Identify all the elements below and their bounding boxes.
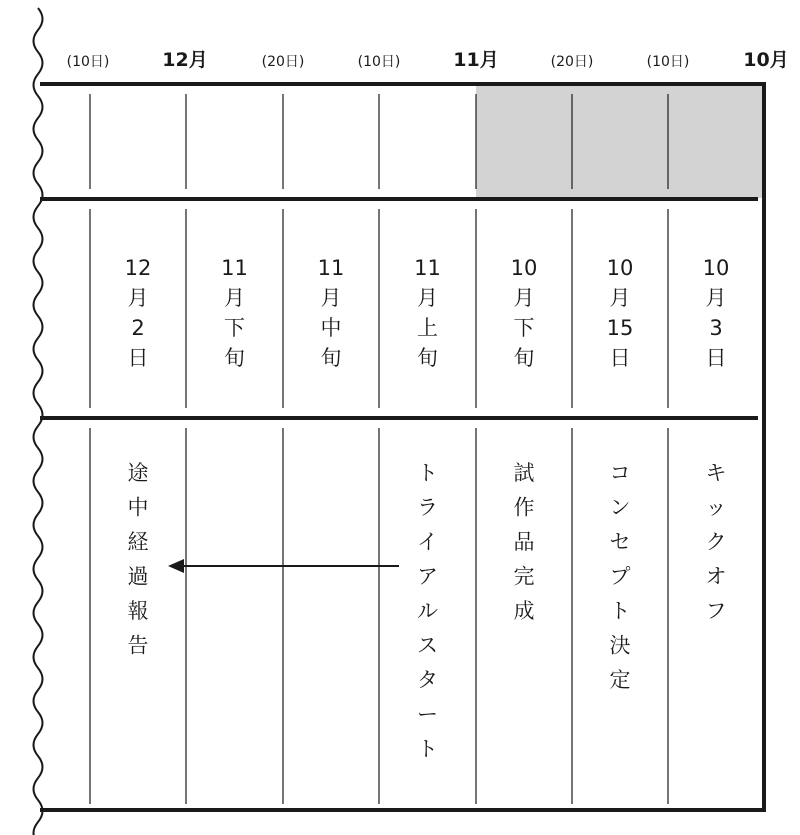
event-char: タ <box>417 668 438 692</box>
progress-cell-shaded <box>668 85 764 198</box>
date-char: 12 <box>124 256 152 280</box>
event-char: 成 <box>513 599 535 623</box>
date-char: 旬 <box>417 346 438 370</box>
date-char: 日 <box>609 346 631 370</box>
torn-edge-left <box>34 8 43 835</box>
event-char: ッ <box>705 495 727 520</box>
progress-shade-group <box>476 85 764 198</box>
date-char: 中 <box>320 316 342 340</box>
date-char: 月 <box>417 286 438 310</box>
event-char: ト <box>609 599 631 623</box>
event-char: 報 <box>127 599 149 623</box>
date-char: 旬 <box>513 346 535 370</box>
month-label: 11月 <box>453 49 499 71</box>
event-char: ー <box>417 702 438 727</box>
date-char: 月 <box>705 286 727 310</box>
event-char: ル <box>417 599 438 623</box>
date-char: 月 <box>127 286 149 310</box>
event-row <box>128 461 727 761</box>
date-char: 11 <box>317 256 345 280</box>
event-char: セ <box>609 530 631 554</box>
date-char: 日 <box>705 346 727 370</box>
month-label: 10月 <box>743 49 789 71</box>
day-marker-label: (10日) <box>646 54 690 70</box>
day-marker-label: (10日) <box>66 54 110 70</box>
day-marker-label: (20日) <box>261 54 305 70</box>
date-char: 旬 <box>320 346 342 370</box>
event-char: 過 <box>127 564 149 589</box>
event-char: キ <box>705 461 727 485</box>
date-char: 月 <box>609 286 631 310</box>
event-char: オ <box>705 564 727 589</box>
date-char: 10 <box>702 256 730 280</box>
date-char: 日 <box>127 346 149 370</box>
date-char: 10 <box>606 256 634 280</box>
date-char: 月 <box>224 286 245 310</box>
event-char: コ <box>609 461 631 485</box>
event-char: 経 <box>127 530 149 554</box>
event-char: 作 <box>513 495 535 520</box>
event-char: 品 <box>513 530 535 554</box>
event-char: 決 <box>609 633 631 658</box>
event-char: 途 <box>127 461 149 485</box>
date-char: 下 <box>224 316 245 340</box>
day-marker-label: (20日) <box>550 54 594 70</box>
event-char: 告 <box>127 633 149 658</box>
wavy-edge <box>34 8 43 835</box>
date-char: 旬 <box>224 346 245 370</box>
date-char: 月 <box>513 286 535 310</box>
date-char: 11 <box>221 256 248 280</box>
date-char: 上 <box>417 316 438 340</box>
timeline-header <box>67 49 789 71</box>
event-char: ン <box>609 495 631 520</box>
event-char: ト <box>417 737 438 761</box>
day-marker-label: (10日) <box>357 54 401 70</box>
date-char: 3 <box>709 316 723 340</box>
event-char: フ <box>705 599 727 623</box>
date-char: 15 <box>606 316 634 340</box>
date-char: 10 <box>510 256 538 280</box>
month-label: 12月 <box>162 49 208 71</box>
event-char: 定 <box>609 668 631 692</box>
progress-cell-shaded <box>572 85 668 198</box>
event-char: 完 <box>513 564 535 589</box>
event-char: ク <box>705 530 727 554</box>
event-char: ス <box>417 633 438 658</box>
event-char: イ <box>417 530 438 554</box>
event-char: ラ <box>417 495 438 520</box>
event-char: 試 <box>513 461 535 485</box>
date-char: 下 <box>513 316 535 340</box>
date-row <box>125 256 730 370</box>
event-char: ア <box>417 564 438 589</box>
date-char: 2 <box>131 316 145 340</box>
date-char: 月 <box>320 286 342 310</box>
progress-cell-shaded <box>476 85 572 198</box>
event-char: プ <box>609 564 631 589</box>
event-char: 中 <box>127 495 149 520</box>
event-char: ト <box>417 461 438 485</box>
arrow-head <box>168 559 184 573</box>
date-char: 11 <box>414 256 441 280</box>
